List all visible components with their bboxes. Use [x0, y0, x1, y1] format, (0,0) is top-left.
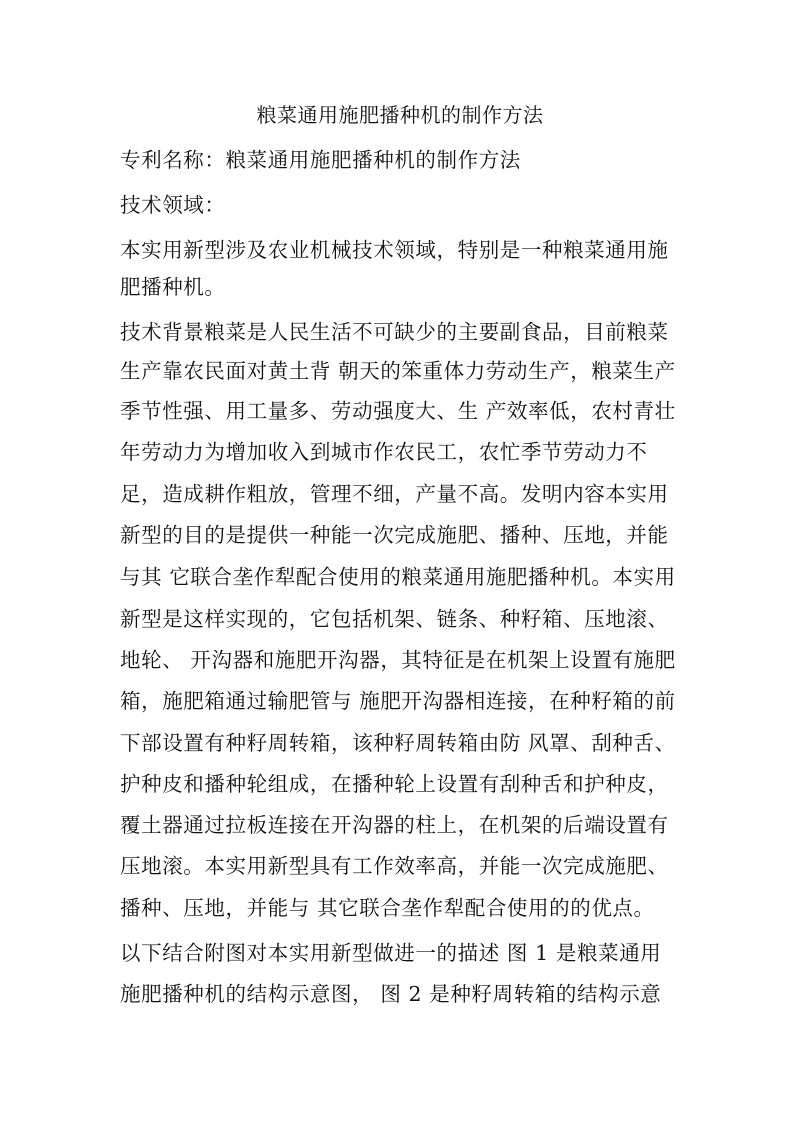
- paragraph-line: 覆土器通过拉板连接在开沟器的柱上，在机架的后端设置有: [120, 813, 669, 837]
- paragraph-line: 肥播种机。: [120, 275, 226, 299]
- patent-name-line: 专利名称：粮菜通用施肥播种机的制作方法: [120, 148, 521, 172]
- paragraph-line: 地轮、 开沟器和施肥开沟器，其特征是在机架上设置有施肥: [120, 648, 676, 672]
- paragraph-line: 与其 它联合垄作犁配合使用的粮菜通用施肥播种机。本实用: [120, 565, 676, 589]
- paragraph-line: 箱，施肥箱通过输肥管与 施肥开沟器相连接，在种籽箱的前: [120, 689, 676, 713]
- paragraph-line: 护种皮和播种轮组成，在播种轮上设置有刮种舌和护种皮，: [120, 772, 669, 796]
- document-title: 粮菜通用施肥播种机的制作方法: [256, 103, 544, 127]
- paragraph-line: 压地滚。本实用新型具有工作效率高，并能一次完成施肥、: [120, 854, 669, 878]
- paragraph-line: 生产靠农民面对黄土背 朝天的笨重体力劳动生产，粮菜生产: [120, 359, 676, 383]
- paragraph-line: 新型是这样实现的，它包括机架、链条、种籽箱、压地滚、: [120, 607, 669, 631]
- paragraph-line: 以下结合附图对本实用新型做进一的描述 图 1 是粮菜通用: [120, 941, 662, 965]
- paragraph-line: 下部设置有种籽周转箱，该种籽周转箱由防 风罩、刮种舌、: [120, 731, 676, 755]
- paragraph-line: 本实用新型涉及农业机械技术领域，特别是一种粮菜通用施: [120, 238, 669, 262]
- paragraph-line: 季节性强、用工量多、劳动强度大、生 产效率低，农村青壮: [120, 399, 676, 423]
- section-heading-technical-field: 技术领域：: [120, 193, 226, 217]
- paragraph-line: 施肥播种机的结构示意图， 图 2 是种籽周转箱的结构示意: [120, 982, 662, 1006]
- paragraph-line: 新型的目的是提供一种能一次完成施肥、播种、压地，并能: [120, 523, 669, 547]
- paragraph-line: 播种、压地，并能与 其它联合垄作犁配合使用的的优点。: [120, 896, 655, 920]
- paragraph-line: 年劳动力为增加收入到城市作农民工，农忙季节劳动力不: [120, 440, 648, 464]
- paragraph-line: 足，造成耕作粗放，管理不细，产量不高。发明内容本实用: [120, 482, 669, 506]
- paragraph-line: 技术背景粮菜是人民生活不可缺少的主要副食品，目前粮菜: [120, 320, 669, 344]
